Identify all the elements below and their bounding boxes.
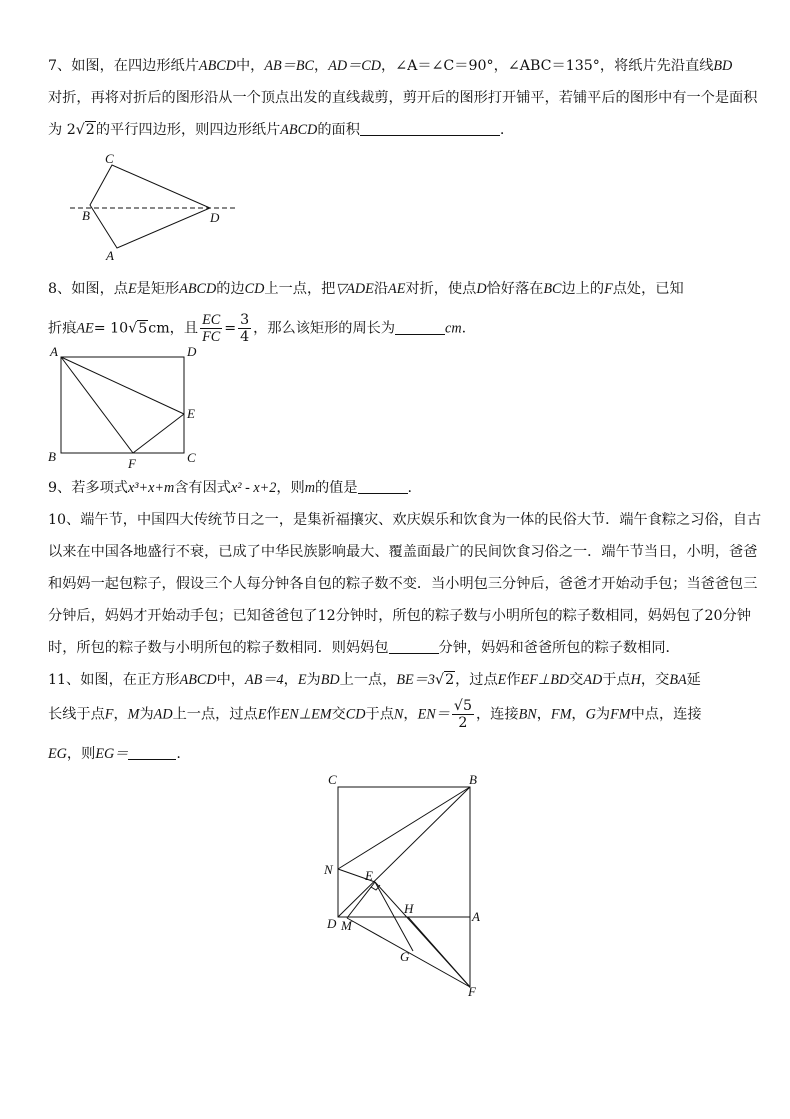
q11-label-n: N	[324, 862, 333, 877]
q11-line-2: 长线于点F，M为AD上一点，过点E作EN⊥EM交CD于点N，EN＝ $\frac{√5}{2}$ ，连接BN，FM，G为FM中点，连接	[48, 698, 702, 731]
q7-figure	[60, 148, 245, 263]
q8-figure	[44, 344, 209, 474]
q8-segment-ae	[61, 357, 184, 414]
q11-segment-hf	[408, 917, 470, 987]
q8-label-d: D	[187, 344, 197, 359]
q7-quadrilateral	[90, 165, 210, 248]
q11-label-a: A	[472, 909, 480, 924]
q10-line-2: 以来在中国各地盛行不衰，已成了中华民族影响最大、覆盖面最广的民间饮食习俗之一．端午节当日，小明，爸爸	[48, 544, 758, 560]
q11-label-h: H	[404, 901, 414, 916]
q11-label-b: B	[469, 772, 477, 787]
q11-answer-blank[interactable]	[128, 744, 176, 760]
q11-diagonal-bd	[338, 787, 470, 917]
q11-fraction-en: $\frac{√5}{2}$	[453, 698, 472, 731]
q11-line-1: 11、如图，在正方形ABCD中，AB＝4，E为BD上一点，BE＝3√2，过点E作EF⊥BD交AD于点H，交BA延	[48, 672, 701, 688]
q8-segment-af	[61, 357, 133, 453]
q7-line-2: 对折，再将对折后的图形沿从一个顶点出发的直线裁剪，剪开后的图形打开铺平，若铺平后的图形中有一个是面积	[48, 90, 758, 106]
q8-label-f: F	[128, 456, 136, 471]
q11-label-f: F	[468, 984, 476, 999]
q10-line-5: 时，所包的粽子数与小明所包的粽子数相同．则妈妈包 分钟，妈妈和爸爸所包的粽子数相同．	[48, 640, 680, 656]
q11-figure	[320, 768, 490, 1000]
q11-label-c: C	[328, 772, 337, 787]
q10-line-4: 分钟后，妈妈才开始动手包；已知爸爸包了12分钟时，所包的粽子数与小明所包的粽子数相同，妈妈包了20分钟	[48, 608, 751, 624]
q10-answer-blank[interactable]	[389, 638, 439, 654]
q8-fraction-3-4: $\frac{3}{4}$	[240, 312, 250, 345]
q7-label-d: D	[210, 210, 220, 225]
q9-line: 9、若多项式x³+x+m含有因式x² - x+2，则m的值是 .	[48, 480, 413, 496]
q7-label-c: C	[105, 151, 114, 166]
q8-line-1: 8、如图，点E是矩形ABCD的边CD上一点，把▽ADE沿AE对折，使点D恰好落在BC边上的F点处，已知	[48, 281, 684, 297]
q7-answer-blank[interactable]	[360, 120, 500, 136]
q11-label-e: E	[365, 868, 373, 883]
q10-line-1: 10、端午节，中国四大传统节日之一，是集祈福攘灾、欢庆娱乐和饮食为一体的民俗大节．端午食粽之习俗，自古	[48, 512, 762, 528]
q8-fraction-ec-fc: $\frac{EC}{FC}$	[202, 312, 221, 345]
q8-label-c: C	[187, 450, 196, 465]
q8-label-a: A	[50, 344, 58, 359]
q11-segment-bn	[338, 787, 470, 869]
q8-segment-fe	[133, 414, 184, 453]
q11-label-m: M	[341, 918, 352, 933]
q11-label-g: G	[400, 949, 410, 964]
q9-answer-blank[interactable]	[358, 478, 408, 494]
q8-answer-blank[interactable]	[395, 319, 445, 335]
q7-line-3: 为 2√2的平行四边形，则四边形纸片ABCD的面积 .	[48, 122, 505, 138]
q8-line-2: 折痕AE= 10√5cm，且 $\frac{EC}{FC}$ = $\frac{3}{4}$ ，那么该矩形的周长为 cm.	[48, 312, 467, 345]
q10-line-3: 和妈妈一起包粽子，假设三个人每分钟各自包的粽子数不变．当小明包三分钟后，爸爸才开始动手包；当爸爸包三	[48, 576, 758, 592]
q8-label-e: E	[187, 406, 195, 421]
q11-line-3: EG，则EG＝ .	[48, 746, 181, 762]
q8-label-b: B	[48, 449, 56, 464]
q7-label-b: B	[82, 208, 90, 223]
q7-line-1: 7、如图，在四边形纸片ABCD中，AB＝BC，AD＝CD，∠A＝∠C＝90°，∠ABC＝135°，将纸片先沿直线BD	[48, 58, 733, 74]
q11-label-d: D	[327, 916, 337, 931]
q7-label-a: A	[106, 248, 114, 263]
